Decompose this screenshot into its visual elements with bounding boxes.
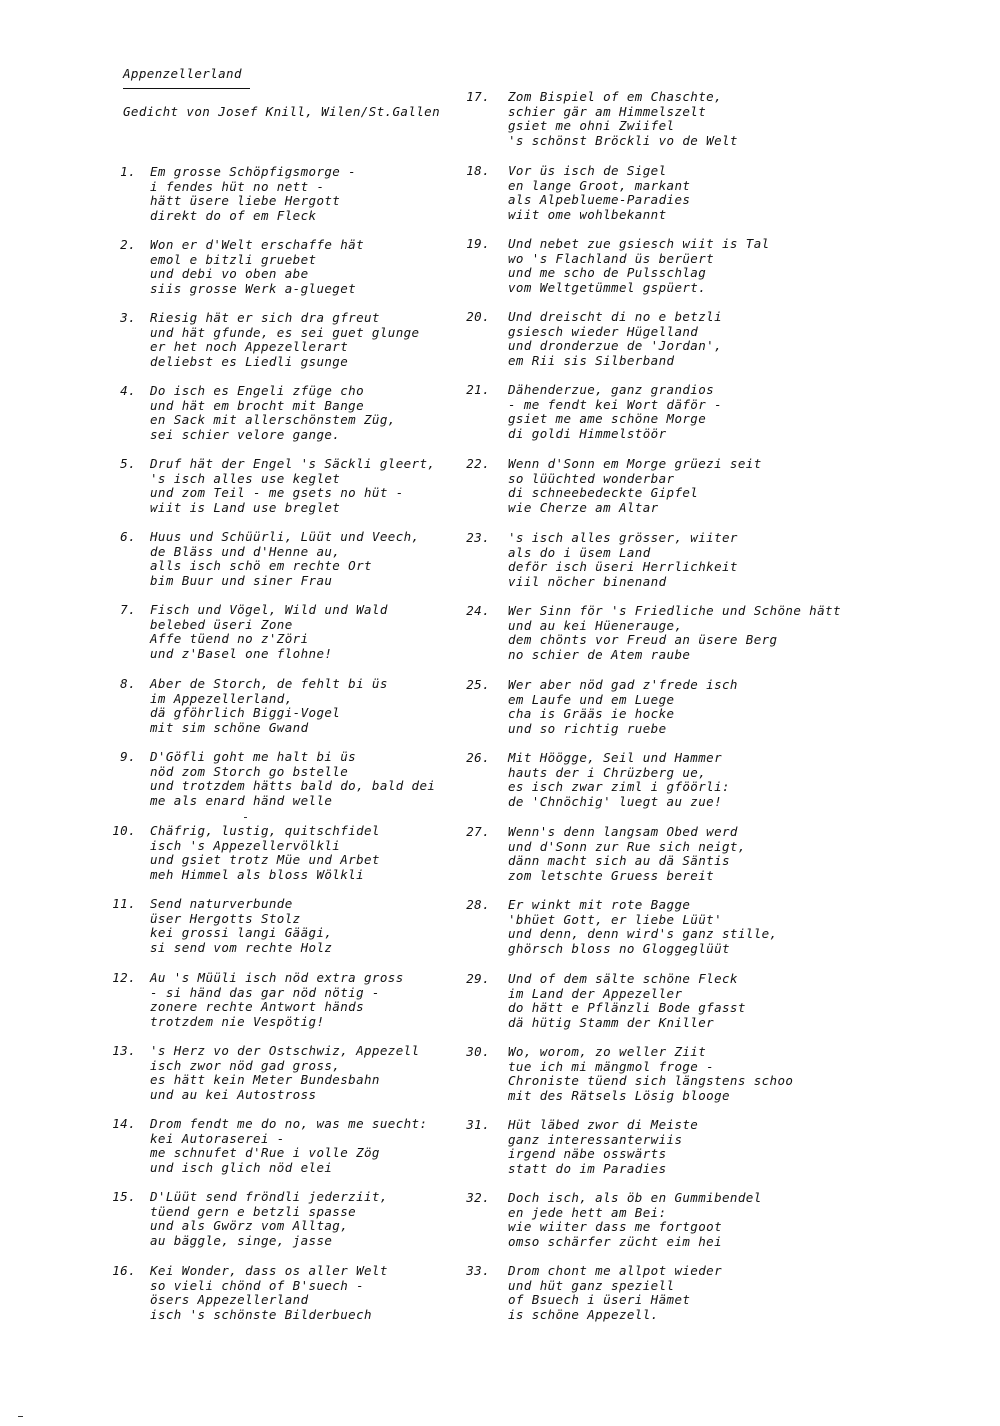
stanza-line: Do isch es Engeli zfüge cho	[150, 383, 364, 398]
stanza-line: dä hütig Stamm der Kniller	[508, 1014, 715, 1030]
stanza-number: 24.	[466, 603, 490, 618]
stanza-line: 's Herz vo der Ostschwiz, Appezell	[150, 1043, 420, 1058]
stanza-line: - si händ das gar nöd nötig -	[150, 984, 380, 1000]
stanza-line: ghörsch bloss no Gloggeglüüt	[508, 940, 730, 956]
stanza-line: irgend näbe osswärts	[508, 1146, 667, 1162]
stanza-line: kei grossi langi Gäägi,	[150, 925, 333, 941]
stanza-line: Kei Wonder, dass os aller Welt	[150, 1263, 388, 1278]
stanza-line: Wenn's denn langsam Obed werd	[508, 824, 738, 839]
stanza-line: als Alpeblueme-Paradies	[508, 192, 691, 208]
stanza-line: 's isch alles grösser, wiiter	[508, 530, 738, 545]
stanza-line: und als Gwörz vom Alltag,	[150, 1218, 349, 1234]
stanza-line: dänn macht sich au dä Säntis	[508, 853, 730, 869]
stanza-line: und dronderzue de 'Jordan',	[508, 338, 722, 354]
stanza-number: 22.	[466, 456, 490, 471]
stanza-line: tüend gern e betzli spasse	[150, 1203, 357, 1219]
stanza-line: statt do im Paradies	[508, 1160, 667, 1176]
stanza-line: direkt do of em Fleck	[150, 207, 317, 223]
stanza-number: 5.	[120, 456, 136, 471]
stanza-line: und debi vo oben abe	[150, 266, 309, 282]
stanza-line: es hätt kein Meter Bundesbahn	[150, 1072, 380, 1088]
scan-mark	[18, 1416, 23, 1417]
stanza-line: 's schönst Bröckli vo de Welt	[508, 132, 738, 148]
stanza-line: Riesig hät er sich dra gfreut	[150, 310, 380, 325]
stanza-line: me als enard händ welle	[150, 792, 333, 808]
stanza-line: Drom fendt me do no, was me suecht:	[150, 1116, 428, 1131]
stanza-number: 11.	[112, 896, 136, 911]
stanza-line: und isch glich nöd elei	[150, 1159, 333, 1175]
stanza-line: sei schier velore gange.	[150, 426, 341, 442]
stanza-line: so vieli chönd of B'suech -	[150, 1277, 364, 1293]
stanza-line: Wo, worom, zo weller Ziit	[508, 1044, 707, 1059]
stanza-line: isch 's Appezellervölkli	[150, 837, 341, 853]
stanza-line: und d'Sonn zur Rue sich neigt,	[508, 838, 746, 854]
stanza-line: ösers Appezellerland	[150, 1292, 309, 1308]
stanza-line: siis grosse Werk a-glueget	[150, 280, 357, 296]
stanza-number: 21.	[466, 382, 490, 397]
stanza-line: em Laufe und em Luege	[508, 691, 675, 707]
stanza-line: meh Himmel als bloss Wölkli	[150, 866, 364, 882]
stanza-line: Won er d'Welt erschaffe hät	[150, 237, 364, 252]
stanza-line: ganz interessanterwiis	[508, 1131, 683, 1147]
stanza-line: viil nöcher binenand	[508, 573, 667, 589]
stanza-line: Wenn d'Sonn em Morge grüezi seit	[508, 456, 762, 471]
stanza-line: Em grosse Schöpfigsmorge -	[150, 164, 357, 179]
stanza-line: im Land der Appezeller	[508, 985, 683, 1001]
stanza-line: Chäfrig, lustig, quitschfidel	[150, 823, 380, 838]
stanza-line: und so richtig ruebe	[508, 720, 667, 736]
stanza-line: bim Buur und siner Frau	[150, 572, 333, 588]
stanza-line: und z'Basel one flohne!	[150, 645, 333, 661]
stanza-line: zom letschte Gruess bereit	[508, 867, 715, 883]
stanza-number: 2.	[120, 237, 136, 252]
stanza-line: Vor üs isch de Sigel	[508, 163, 667, 178]
stanza-line: Fisch und Vögel, Wild und Wald	[150, 602, 388, 617]
stanza-line: und au kei Hüenerauge,	[508, 617, 683, 633]
stanza-number: 28.	[466, 897, 490, 912]
stanza-line: isch 's schönste Bilderbuech	[150, 1306, 372, 1322]
stanza-number: 13.	[112, 1043, 136, 1058]
stanza-line: und hät em brocht mit Bange	[150, 397, 364, 413]
stanza-line: er het noch Appezellerart	[150, 339, 349, 355]
poem-title: Appenzellerland	[123, 66, 242, 81]
stanza-number: 19.	[466, 236, 490, 251]
stanza-line: Aber de Storch, de fehlt bi üs	[150, 676, 388, 691]
stanza-line: wo 's Flachland üs berüert	[508, 250, 715, 266]
stanza-line: wiit ome wohlbekannt	[508, 206, 667, 222]
stanza-line: 'bhüet Gott, er liebe Lüüt'	[508, 911, 722, 927]
stanza-line: is schöne Appezell.	[508, 1306, 659, 1322]
poem-author-line: Gedicht von Josef Knill, Wilen/St.Gallen	[123, 104, 441, 119]
stanza-line: wiit is Land use breglet	[150, 499, 341, 515]
stanza-line: und hüt ganz speziell	[508, 1277, 675, 1293]
stanza-line: au bäggle, singe, jasse	[150, 1232, 333, 1248]
stanza-line: im Appezellerland,	[150, 690, 293, 706]
stanza-line: si send vom rechte Holz	[150, 939, 333, 955]
stanza-line: Und of dem sälte schöne Fleck	[508, 971, 738, 986]
stanza-number: 9.	[120, 749, 136, 764]
stanza-line: belebed üseri Zone	[150, 616, 293, 632]
stanza-line: Chroniste tüend sich längstens schoo	[508, 1073, 794, 1089]
stanza-line: - me fendt kei Wort däför -	[508, 396, 722, 412]
stanza-line: und hät gfunde, es sei guet glunge	[150, 324, 420, 340]
stanza-line: of Bsuech i üseri Hämet	[508, 1292, 691, 1308]
stanza-number: 17.	[466, 89, 490, 104]
stanza-number: 1.	[120, 164, 136, 179]
stanza-line: und me scho de Pulsschlag	[508, 265, 707, 281]
stanza-number: 18.	[466, 163, 490, 178]
stanza-number: 14.	[112, 1116, 136, 1131]
stanza-line: en lange Groot, markant	[508, 177, 691, 193]
stanza-line: Er winkt mit rote Bagge	[508, 897, 691, 912]
stanza-number: 31.	[466, 1117, 490, 1132]
stanza-number: 33.	[466, 1263, 490, 1278]
stanza-line: tue ich mi mängmol froge -	[508, 1058, 715, 1074]
stanza-line: D'Göfli goht me halt bi üs	[150, 749, 357, 764]
stanza-line: omso schärfer zücht eim hei	[508, 1233, 722, 1249]
stanza-number: 20.	[466, 309, 490, 324]
stanza-line: Wer aber nöd gad z'frede isch	[508, 677, 738, 692]
stanza-line: no schier de Atem raube	[508, 646, 691, 662]
stanza-line: deliebst es Liedli gsunge	[150, 353, 349, 369]
stanza-line: dem chönts vor Freud an üsere Berg	[508, 632, 778, 648]
stanza-line: 's isch alles use keglet	[150, 470, 341, 486]
stanza-line: und au kei Autostross	[150, 1086, 317, 1102]
stanza-line: und trotzdem hätts bald do, bald dei	[150, 778, 436, 794]
stanza-number: 4.	[120, 383, 136, 398]
stanza-line: mit sim schöne Gwand	[150, 719, 309, 735]
stanza-number: 23.	[466, 530, 490, 545]
stanza-number: 27.	[466, 824, 490, 839]
stanza-line: Und nebet zue gsiesch wiit is Tal	[508, 236, 770, 251]
stanza-line: de 'Chnöchig' luegt au zue!	[508, 793, 722, 809]
stanza-line: Zom Bispiel of em Chaschte,	[508, 89, 722, 104]
stanza-line: gsiet me ame schöne Morge	[508, 411, 707, 427]
stanza-line: de Bläss und d'Henne au,	[150, 543, 341, 559]
stanza-line: do hätt e Pflänzli Bode gfasst	[508, 1000, 746, 1016]
stanza-line: en Sack mit allerschönstem Züg,	[150, 412, 396, 428]
stanza-line: Dähenderzue, ganz grandios	[508, 382, 715, 397]
scan-mark	[244, 817, 247, 818]
stanza-line: me schnufet d'Rue i volle Zög	[150, 1145, 380, 1161]
stanza-line: nöd zom Storch go bstelle	[150, 763, 349, 779]
stanza-line: mit des Rätsels Lösig blooge	[508, 1087, 730, 1103]
stanza-line: es isch zwar ziml i gföörli:	[508, 779, 730, 795]
stanza-line: Drom chont me allpot wieder	[508, 1263, 722, 1278]
stanza-line: Au 's Müüli isch nöd extra gross	[150, 970, 404, 985]
stanza-line: Druf hät der Engel 's Säckli gleert,	[150, 456, 436, 471]
stanza-number: 26.	[466, 750, 490, 765]
stanza-line: wie Cherze am Altar	[508, 499, 659, 515]
stanza-line: als do i üsem Land	[508, 544, 651, 560]
stanza-line: dä gföhrlich Biggi-Vogel	[150, 705, 341, 721]
stanza-line: vom Weltgetümmel gspüert.	[508, 279, 707, 295]
stanza-line: Send naturverbunde	[150, 896, 293, 911]
stanza-number: 6.	[120, 529, 136, 544]
stanza-line: cha is Grääs ie hocke	[508, 706, 675, 722]
stanza-line: i fendes hüt no nett -	[150, 178, 325, 194]
stanza-line: zonere rechte Antwort händs	[150, 999, 364, 1015]
stanza-line: gsiesch wieder Hügelland	[508, 323, 699, 339]
stanza-line: en jede hett am Bei:	[508, 1204, 667, 1220]
stanza-line: und zom Teil - me gsets no hüt -	[150, 485, 404, 501]
stanza-line: und denn, denn wird's ganz stille,	[508, 926, 778, 942]
stanza-line: so lüüchted wonderbar	[508, 470, 675, 486]
stanza-number: 10.	[112, 823, 136, 838]
stanza-number: 29.	[466, 971, 490, 986]
stanza-line: hätt üsere liebe Hergott	[150, 193, 341, 209]
stanza-line: schier gär am Himmelszelt	[508, 103, 707, 119]
stanza-number: 15.	[112, 1189, 136, 1204]
stanza-line: trotzdem nie Vespötig!	[150, 1013, 325, 1029]
stanza-number: 16.	[112, 1263, 136, 1278]
stanza-line: di goldi Himmelstöör	[508, 425, 667, 441]
stanza-line: em Rii sis Silberband	[508, 352, 675, 368]
stanza-line: deför isch üseri Herrlichkeit	[508, 559, 738, 575]
stanza-line: kei Autoraserei -	[150, 1130, 285, 1146]
stanza-line: D'Lüüt send fröndli jederziit,	[150, 1189, 388, 1204]
stanza-line: Mit Höögge, Seil und Hammer	[508, 750, 722, 765]
stanza-line: gsiet me ohni Zwiifel	[508, 118, 675, 134]
stanza-number: 25.	[466, 677, 490, 692]
stanza-line: Wer Sinn för 's Friedliche und Schöne hätt	[508, 603, 841, 618]
stanza-number: 7.	[120, 602, 136, 617]
stanza-line: emol e bitzli gruebet	[150, 251, 317, 267]
stanza-number: 8.	[120, 676, 136, 691]
stanza-line: Hüt läbed zwor di Meiste	[508, 1117, 699, 1132]
stanza-line: di schneebedeckte Gipfel	[508, 485, 699, 501]
stanza-line: alls isch schö em rechte Ort	[150, 558, 372, 574]
stanza-line: hauts der i Chrüzberg ue,	[508, 764, 707, 780]
title-underline	[123, 88, 250, 89]
stanza-line: Huus und Schüürli, Lüüt und Veech,	[150, 529, 420, 544]
stanza-line: und gsiet trotz Müe und Arbet	[150, 852, 380, 868]
stanza-number: 30.	[466, 1044, 490, 1059]
stanza-line: Und dreischt di no e betzli	[508, 309, 722, 324]
stanza-line: Doch isch, als öb en Gummibendel	[508, 1190, 762, 1205]
stanza-line: wie wiiter dass me fortgoot	[508, 1219, 722, 1235]
stanza-number: 32.	[466, 1190, 490, 1205]
stanza-line: üser Hergotts Stolz	[150, 910, 301, 926]
stanza-number: 12.	[112, 970, 136, 985]
stanza-line: isch zwor nöd gad gross,	[150, 1057, 341, 1073]
stanza-line: Affe tüend no z'Zöri	[150, 631, 309, 647]
stanza-number: 3.	[120, 310, 136, 325]
